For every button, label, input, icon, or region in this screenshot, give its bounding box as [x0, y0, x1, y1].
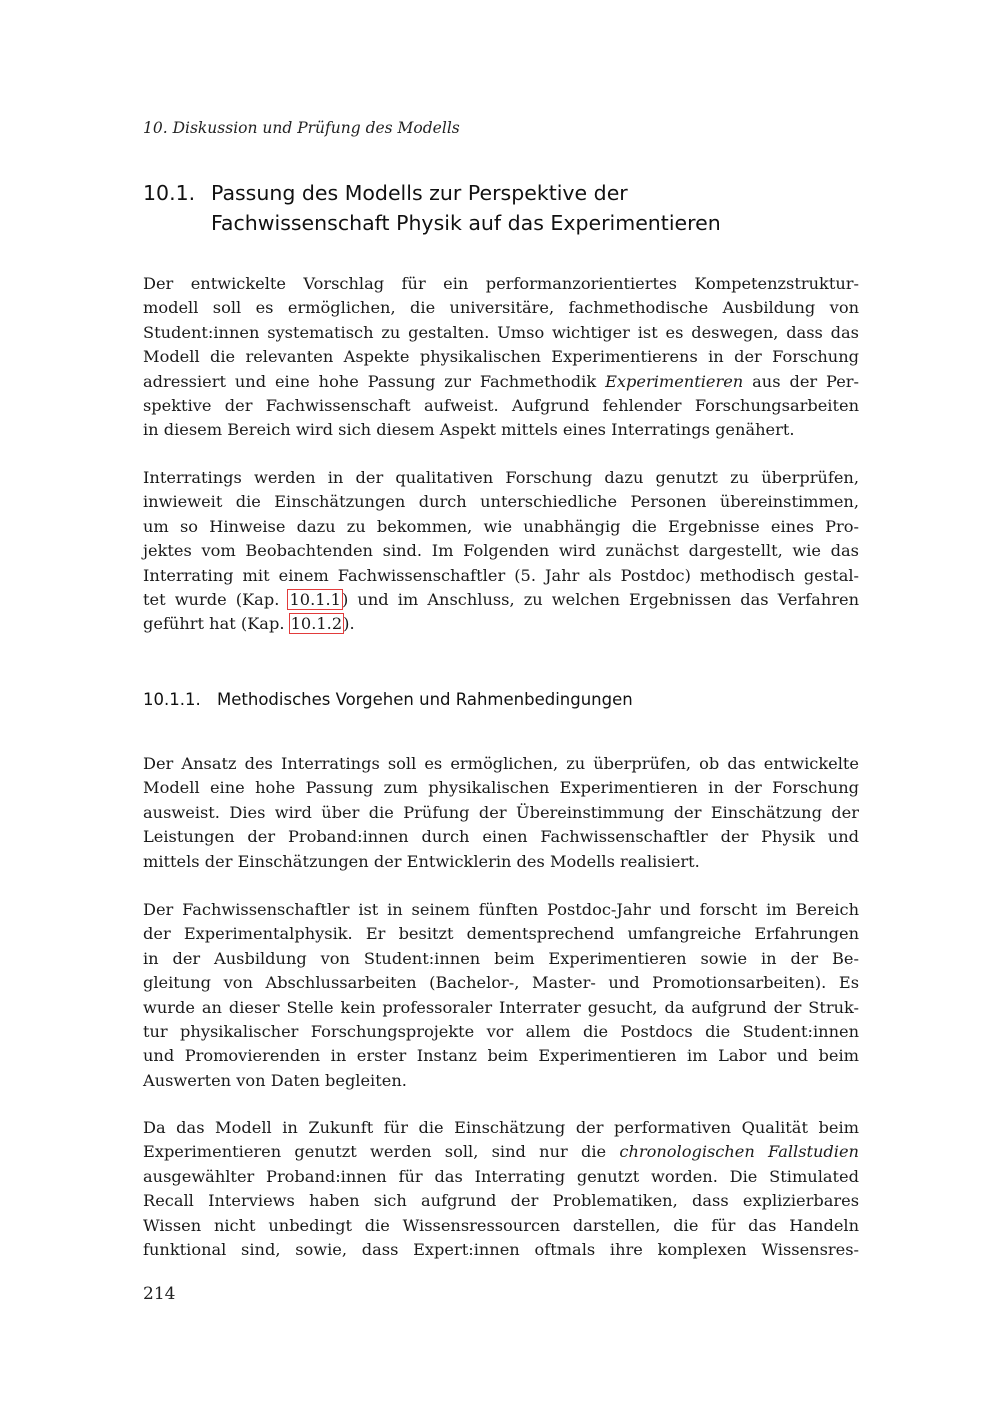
section-heading: [143, 178, 863, 238]
section-title-line: Fachwissenschaft Physik auf das Experimentieren: [211, 211, 721, 235]
text-line: spektive der Fachwissenschaft aufweist. Aufgrund fehlender Forschungsarbeiten: [143, 396, 859, 416]
paragraph-2: [143, 466, 859, 637]
section-title-line: Passung des Modells zur Perspektive der: [211, 181, 628, 205]
paragraph-5: [143, 1116, 859, 1262]
text-line: Interratings werden in der qualitativen Forschung dazu genutzt zu überprüfen,: [143, 468, 859, 487]
text-line: mittels der Einschätzungen der Entwicklerin des Modells realisiert.: [143, 851, 700, 871]
text-line: der Experimentalphysik. Er besitzt dementsprechend umfangreiche Erfahrungen: [143, 924, 859, 944]
page-number: 214: [143, 1284, 176, 1304]
text-line: Student:innen systematisch zu gestalten. Umso wichtiger ist es deswegen, dass das: [143, 322, 859, 342]
text-line: funktional sind, sowie, dass Expert:innen oftmals ihre komplexen Wissensres-: [143, 1240, 859, 1260]
subsection-heading: [143, 690, 633, 709]
text-line: Der Fachwissenschaftler ist in seinem fünften Postdoc-Jahr und forscht im Bereich: [143, 900, 859, 919]
text-line: Modell die relevanten Aspekte physikalischen Experimentierens in der Forschung: [143, 347, 859, 367]
text-line: Interrating mit einem Fachwissenschaftler (5. Jahr als Postdoc) methodisch gestal-: [143, 565, 859, 585]
text-line: in diesem Bereich wird sich diesem Aspekt mittels eines Interratings genähert.: [143, 420, 795, 440]
cross-reference-link[interactable]: 10.1.2: [290, 614, 343, 634]
text-run: Experimentieren genutzt werden soll, sind nur die: [143, 1142, 607, 1162]
text-line: [143, 588, 859, 612]
text-line: modell soll es ermöglichen, die universitäre, fachmethodische Ausbildung von: [143, 298, 859, 318]
emphasis: Experimentieren: [605, 371, 744, 391]
text-line: Der Ansatz des Interratings soll es ermöglichen, zu überprüfen, ob das entwickelte: [143, 754, 859, 773]
text-line: Da das Modell in Zukunft für die Einschätzung der performativen Qualität beim: [143, 1118, 859, 1137]
paragraph-3: [143, 752, 859, 874]
section-title: [211, 178, 721, 238]
running-head: 10. Diskussion und Prüfung des Modells: [143, 119, 460, 137]
text-line: [143, 1140, 859, 1164]
subsection-title: Methodisches Vorgehen und Rahmenbedingungen: [217, 690, 633, 709]
text-line: ausweist. Dies wird über die Prüfung der Übereinstimmung der Einschätzung der: [143, 802, 859, 822]
cross-reference-link[interactable]: 10.1.1: [289, 590, 341, 610]
text-line: [143, 370, 859, 394]
text-line: um so Hinweise dazu zu bekommen, wie unabhängig die Ergebnisse eines Pro-: [143, 516, 859, 536]
text-line: Leistungen der Proband:innen durch einen Fachwissenschaftler der Physik und: [143, 827, 859, 847]
text-run: tet wurde (Kap.: [143, 590, 280, 610]
text-line: jektes vom Beobachtenden sind. Im Folgenden wird zunächst dargestellt, wie das: [143, 541, 859, 561]
emphasis: chronologischen Fallstudien: [619, 1142, 859, 1162]
section-number: 10.1.: [143, 181, 196, 205]
text-run: ).: [343, 614, 355, 634]
paragraph-1: [143, 272, 859, 443]
paragraph-4: [143, 898, 859, 1093]
text-line: Der entwickelte Vorschlag für ein performanzorientiertes Kompetenzstruktur-: [143, 274, 859, 293]
text-line: tur physikalischer Forschungsprojekte vor allem die Postdocs die Student:innen: [143, 1022, 859, 1042]
text-line: und Promovierenden in erster Instanz beim Experimentieren im Labor und beim: [143, 1046, 859, 1066]
text-line: Auswerten von Daten begleiten.: [143, 1070, 407, 1090]
text-line: inwieweit die Einschätzungen durch unterschiedliche Personen übereinstimmen,: [143, 492, 859, 512]
text-line: [143, 612, 859, 636]
text-line: Modell eine hohe Passung zum physikalischen Experimentieren in der Forschung: [143, 778, 859, 798]
text-line: wurde an dieser Stelle kein professoraler Interrater gesucht, da aufgrund der Struk-: [143, 997, 859, 1017]
subsection-number: 10.1.1.: [143, 690, 201, 709]
text-run: ) und im Anschluss, zu welchen Ergebnissen das Verfahren: [341, 590, 859, 610]
text-run: adressiert und eine hohe Passung zur Fachmethodik: [143, 371, 597, 391]
text-run: aus der Per-: [752, 371, 859, 391]
text-line: Recall Interviews haben sich aufgrund der Problematiken, dass explizierbares: [143, 1191, 859, 1211]
text-line: ausgewählter Proband:innen für das Interrating genutzt worden. Die Stimulated: [143, 1166, 859, 1186]
text-line: in der Ausbildung von Student:innen beim Experimentieren sowie in der Be-: [143, 948, 859, 968]
text-run: geführt hat (Kap.: [143, 614, 285, 634]
text-line: gleitung von Abschlussarbeiten (Bachelor-, Master- und Promotionsarbeiten). Es: [143, 973, 859, 993]
text-line: Wissen nicht unbedingt die Wissensressourcen darstellen, die für das Handeln: [143, 1215, 859, 1235]
